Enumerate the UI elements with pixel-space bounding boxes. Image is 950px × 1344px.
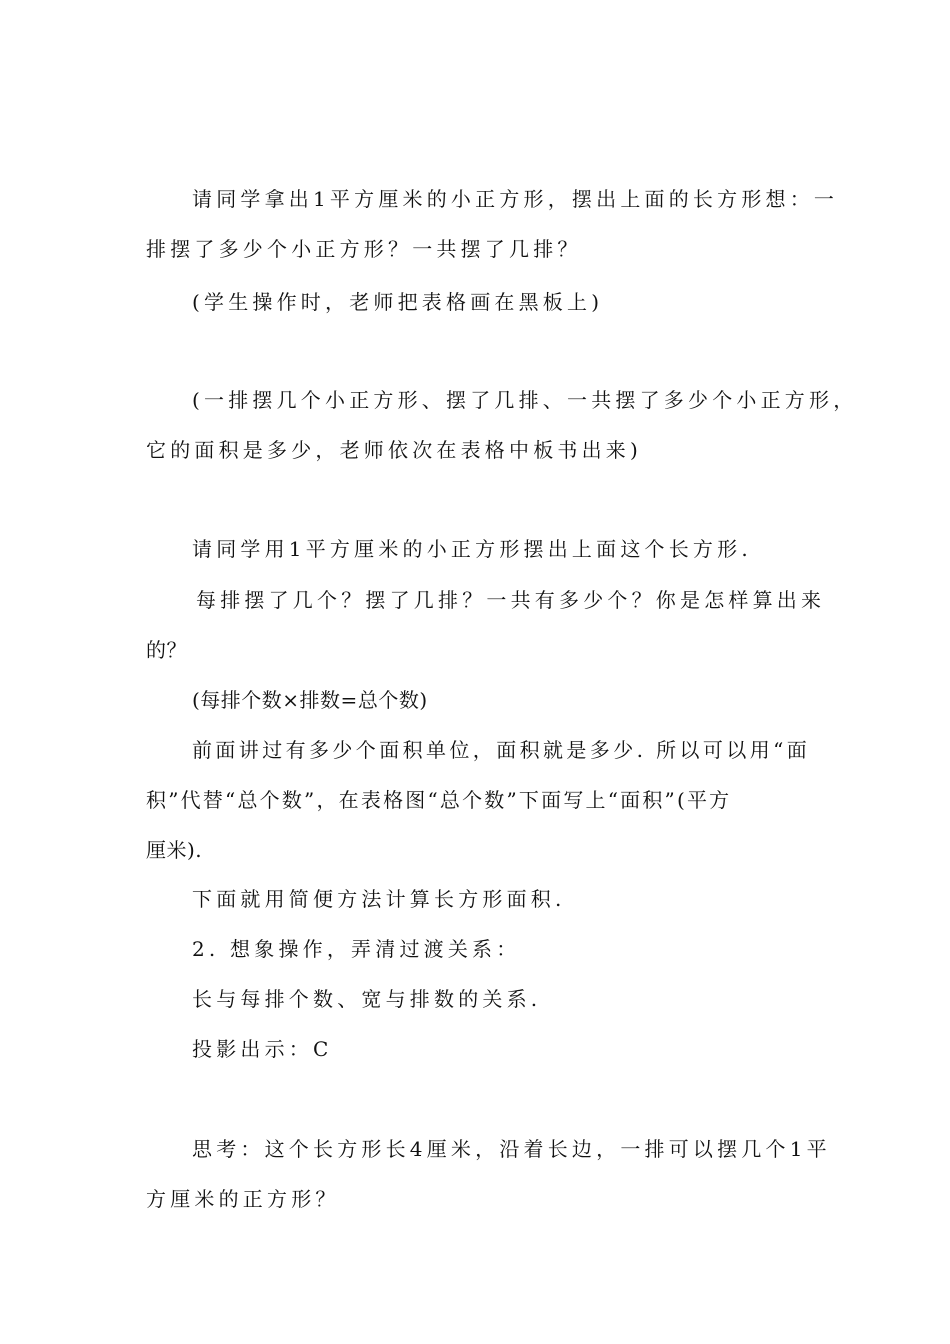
text-line: (一排摆几个小正方形、摆了几排、一共摆了多少个小正方形， xyxy=(192,388,858,412)
text-line: 请同学拿出1平方厘米的小正方形，摆出上面的长方形想：一 xyxy=(192,187,839,211)
text-line: 的？ xyxy=(146,638,187,662)
text-line: 思考：这个长方形长4厘米，沿着长边，一排可以摆几个1平 xyxy=(192,1137,831,1161)
text-line: 投影出示：C xyxy=(192,1037,333,1061)
text-line: (每排个数×排数=总个数) xyxy=(192,688,428,712)
text-line: 积”代替“总个数”，在表格图“总个数”下面写上“面积”(平方 xyxy=(146,788,732,812)
text-line: 请同学用1平方厘米的小正方形摆出上面这个长方形. xyxy=(192,537,752,561)
text-line: 每排摆了几个？摆了几排？一共有多少个？你是怎样算出来 xyxy=(196,588,826,612)
text-line: 长与每排个数、宽与排数的关系. xyxy=(192,987,542,1011)
text-line: 排摆了多少个小正方形？一共摆了几排？ xyxy=(146,237,582,261)
text-line: 前面讲过有多少个面积单位，面积就是多少. 所以可以用“面 xyxy=(192,738,811,762)
text-line: 下面就用简便方法计算长方形面积. xyxy=(192,887,566,911)
text-line: (学生操作时，老师把表格画在黑板上) xyxy=(192,290,604,314)
text-line: 方厘米的正方形？ xyxy=(146,1187,340,1211)
text-line: 它的面积是多少，老师依次在表格中板书出来) xyxy=(146,438,643,462)
text-line: 厘米). xyxy=(146,838,203,862)
text-line: 2. 想象操作，弄清过渡关系： xyxy=(192,937,521,961)
